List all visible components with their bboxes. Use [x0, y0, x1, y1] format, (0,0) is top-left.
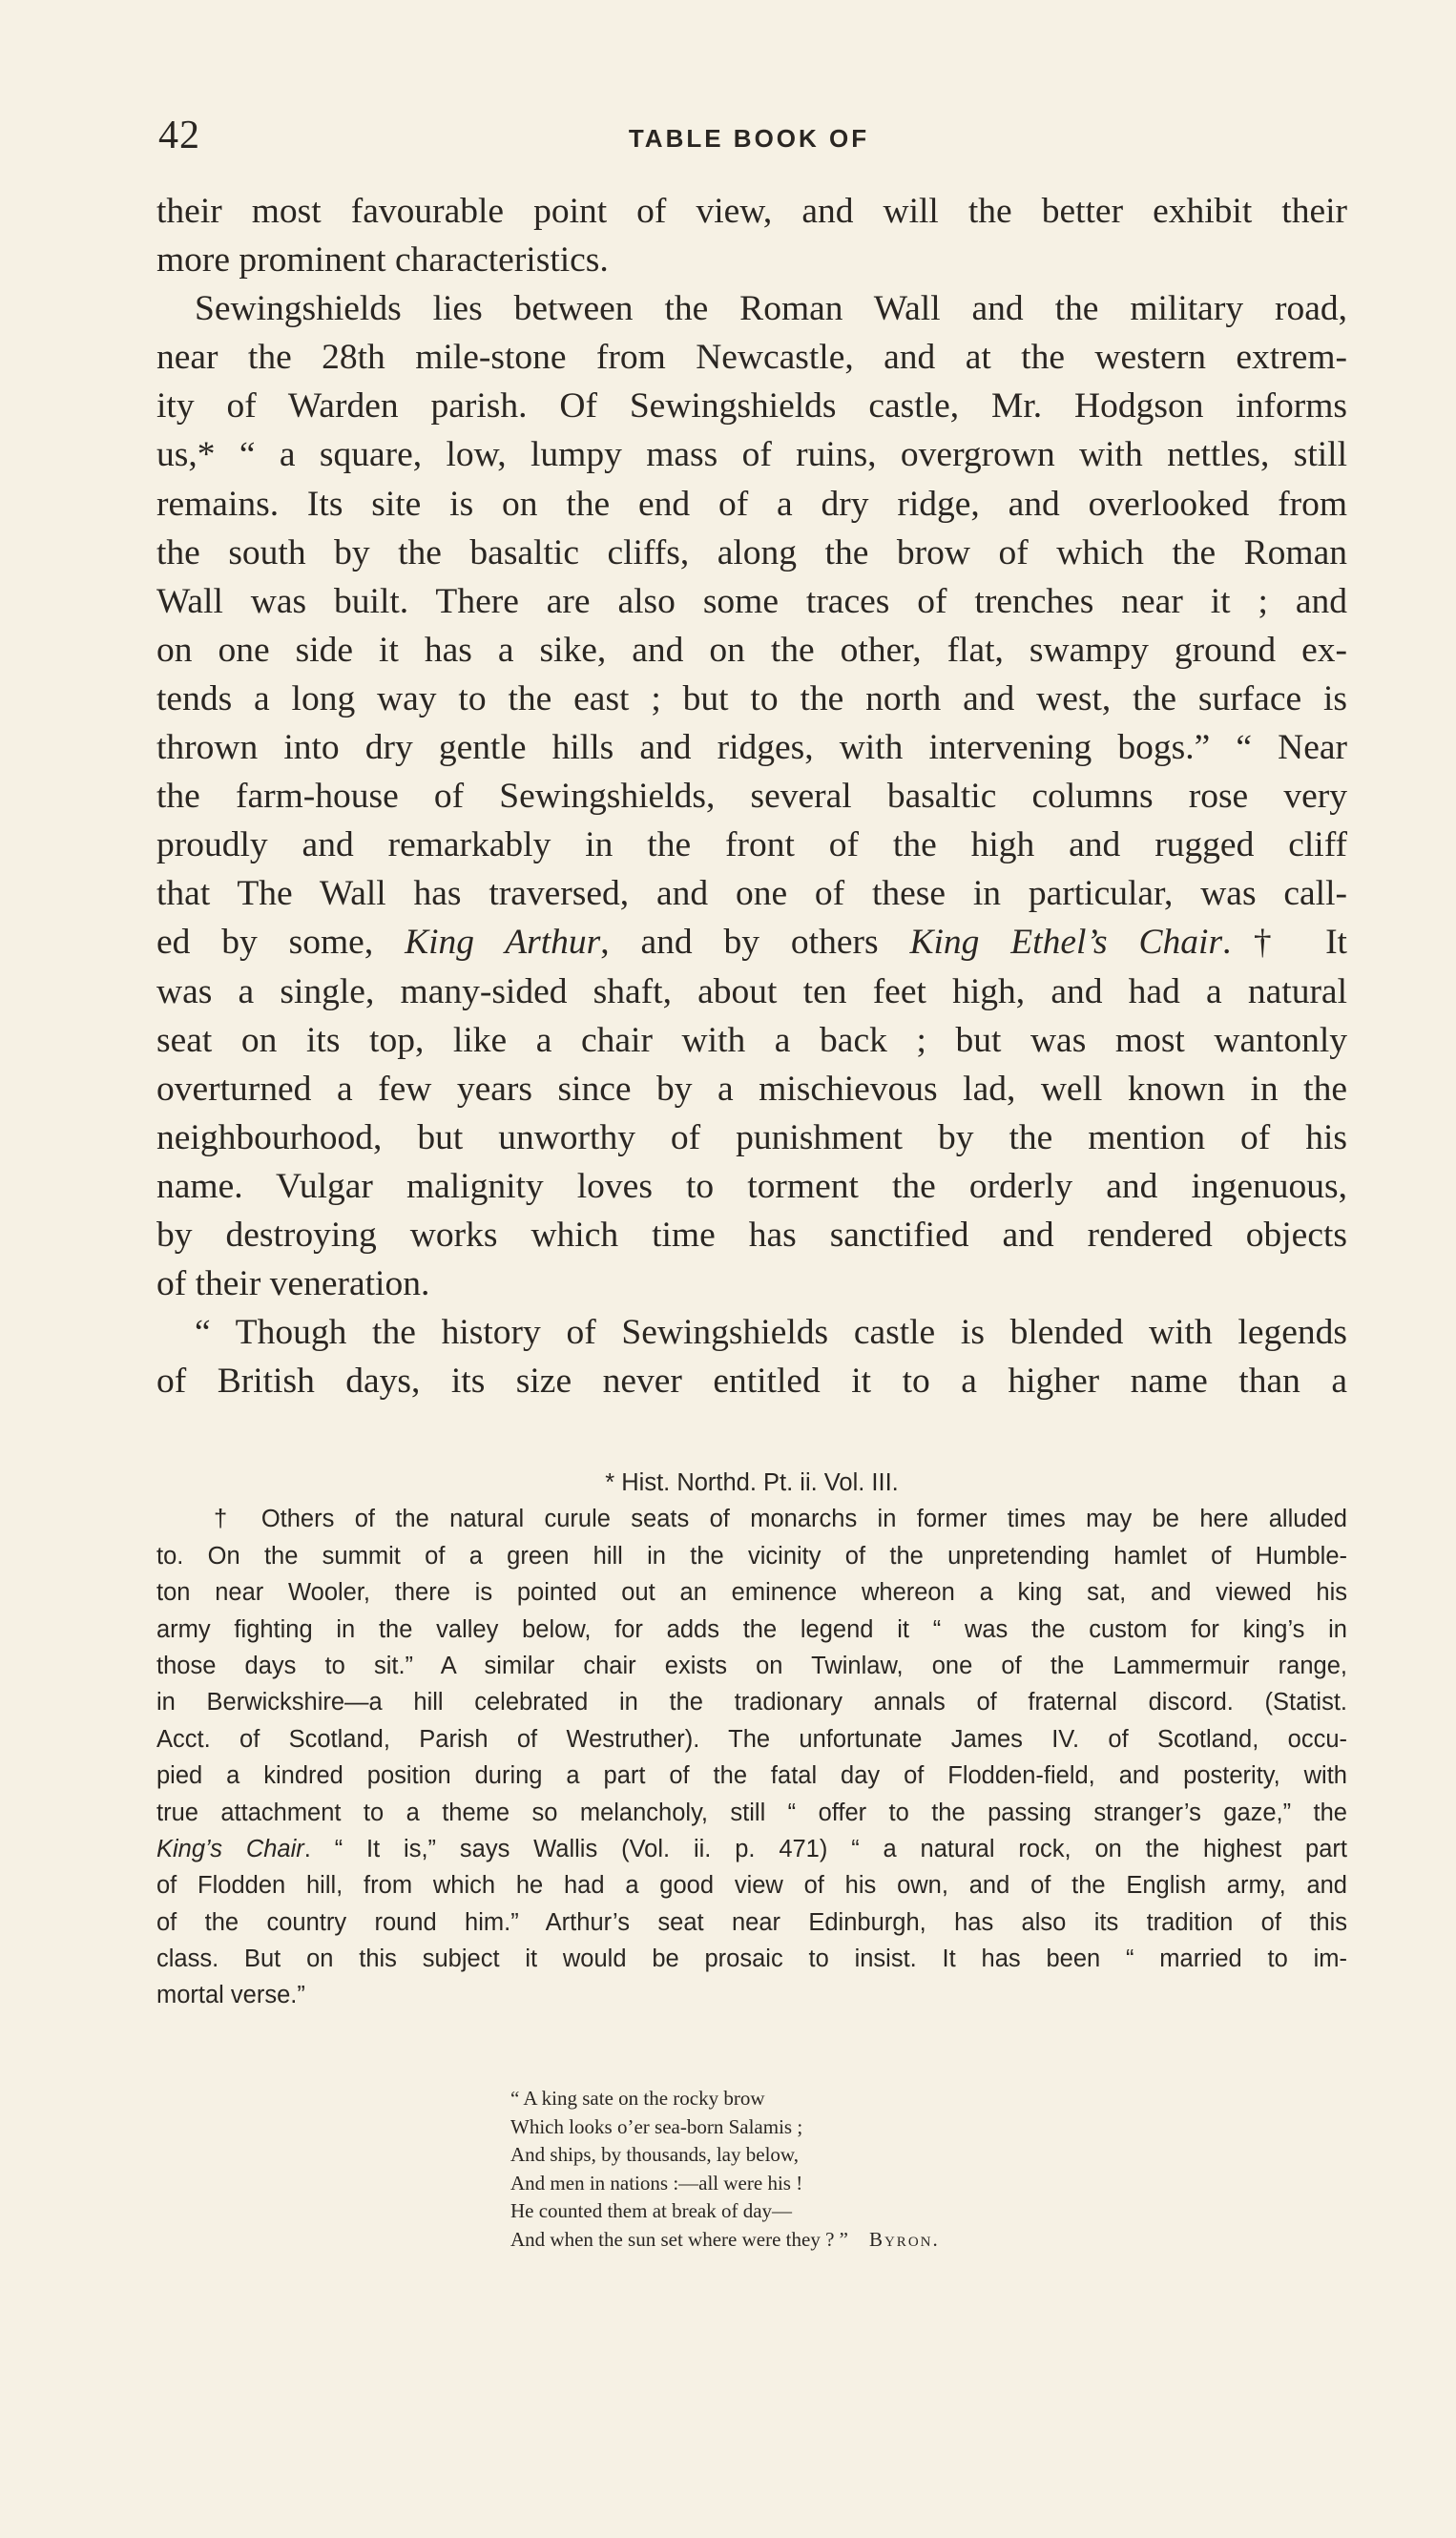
footnote-line: [156, 1831, 1347, 1867]
body-line: overturned a few years since by a mischievous lad, well known in the: [156, 1069, 1347, 1109]
body-line: “ Though the history of Sewingshields castle is blended with legends: [195, 1313, 1347, 1353]
page-header: [153, 113, 1345, 170]
body-line: tends a long way to the east ; but to the north and west, the surface is: [156, 678, 1347, 718]
italic-title-king-ethels-chair: King Ethel’s Chair: [909, 923, 1223, 963]
body-line: near the 28th mile-stone from Newcastle, and at the western extrem-: [156, 338, 1347, 378]
poem-line: Which looks o’er sea-born Salamis ;: [510, 2114, 803, 2138]
body-line: the farm-house of Sewingshields, several basaltic columns rose very: [156, 777, 1347, 817]
footnote-line: class. But on this subject it would be prosaic to insist. It has been “ married to im-: [156, 1945, 1347, 1973]
footnote-line: to. On the summit of a green hill in the vicinity of the unpretending hamlet of Humble-: [156, 1542, 1347, 1570]
body-line: the south by the basaltic cliffs, along the brow of which the Roman: [156, 532, 1347, 572]
running-head: TABLE BOOK OF: [628, 124, 870, 153]
body-line: by destroying works which time has sanctified and rendered objects: [156, 1215, 1347, 1255]
italic-title-kings-chair: King’s Chair: [156, 1835, 304, 1862]
text-segment: .† It: [1222, 923, 1347, 963]
body-line: of British days, its size never entitled it to a higher name than a: [156, 1362, 1347, 1402]
page-number: 42: [158, 114, 200, 157]
poem-line: And men in nations :—all were his !: [510, 2171, 803, 2195]
body-line: remains. Its site is on the end of a dry ridge, and overlooked from: [156, 484, 1347, 524]
poem-line: “ A king sate on the rocky brow: [510, 2087, 765, 2110]
body-line: ity of Warden parish. Of Sewingshields castle, Mr. Hodgson informs: [156, 386, 1347, 426]
poem-line: And ships, by thousands, lay below,: [510, 2143, 799, 2167]
body-line: Wall was built. There are also some traces of trenches near it ; and: [156, 581, 1347, 621]
text-segment: ed by some,: [156, 923, 406, 963]
body-line: us,* “ a square, low, lumpy mass of ruins, overgrown with nettles, still: [156, 435, 1347, 475]
footnote-line: those days to sit.” A similar chair exists on Twinlaw, one of the Lammermuir range,: [156, 1652, 1347, 1679]
body-line: was a single, many-sided shaft, about ten feet high, and had a natural: [156, 971, 1347, 1011]
italic-title-king-arthur: King Arthur: [405, 923, 601, 963]
footnote-line: true attachment to a theme so melancholy, still “ offer to the passing stranger’s gaze,” the: [156, 1799, 1347, 1826]
footnote-line: army fighting in the valley below, for adds the legend it “ was the custom for king’s in: [156, 1615, 1347, 1643]
footnote-line: of the country round him.” Arthur’s seat near Edinburgh, has also its tradition of this: [156, 1908, 1347, 1936]
footnote-line: Acct. of Scotland, Parish of Westruther). The unfortunate James IV. of Scotland, occu-: [156, 1725, 1347, 1753]
body-line: their most favourable point of view, and will the better exhibit their: [156, 192, 1347, 231]
body-line: name. Vulgar malignity loves to torment the orderly and ingenuous,: [156, 1166, 1347, 1206]
body-line: thrown into dry gentle hills and ridges, with intervening bogs.” “ Near: [156, 728, 1347, 768]
body-line: neighbourhood, but unworthy of punishment by the mention of his: [156, 1117, 1347, 1157]
quoted-poem: [510, 2085, 1178, 2255]
footnote-line: † Others of the natural curule seats of monarchs in former times may be here alluded: [214, 1506, 1347, 1533]
poem-line: He counted them at break of day—: [510, 2199, 793, 2223]
body-line: that The Wall has traversed, and one of these in particular, was call-: [156, 874, 1347, 914]
body-line: more prominent characteristics.: [156, 240, 609, 281]
poem-attribution: Byron.: [868, 2227, 940, 2251]
text-segment: , and by others: [600, 923, 910, 963]
poem-line-text: And when the sun set where were they ? ”: [510, 2227, 848, 2251]
text-segment: . “ It is,” says Wallis (Vol. ii. p. 471) “ a natural rock, on the highest part: [303, 1835, 1347, 1862]
footnotes: [156, 1465, 1347, 2014]
main-text: [156, 187, 1347, 1405]
poem-line: [510, 2226, 1178, 2255]
body-line: seat on its top, like a chair with a back ; but was most wantonly: [156, 1020, 1347, 1060]
footnote-line: pied a kindred position during a part of the fatal day of Flodden-field, and posterity, with: [156, 1762, 1347, 1790]
body-line: Sewingshields lies between the Roman Wall and the military road,: [195, 289, 1347, 329]
footnote-line: mortal verse.”: [156, 1982, 305, 2009]
body-line: on one side it has a sike, and on the other, flat, swampy ground ex-: [156, 630, 1347, 670]
body-line: proudly and remarkably in the front of the high and rugged cliff: [156, 825, 1347, 865]
body-line: [156, 918, 1347, 967]
footnote-line: in Berwickshire—a hill celebrated in the tradionary annals of fraternal discord. (Statist.: [156, 1689, 1347, 1716]
body-line: of their veneration.: [156, 1264, 430, 1304]
footnote-line: ton near Wooler, there is pointed out an eminence whereon a king sat, and viewed his: [156, 1579, 1347, 1607]
footnote-line: of Flodden hill, from which he had a good view of his own, and of the English army, and: [156, 1872, 1347, 1900]
footnote-star: * Hist. Northd. Pt. ii. Vol. III.: [605, 1469, 899, 1496]
